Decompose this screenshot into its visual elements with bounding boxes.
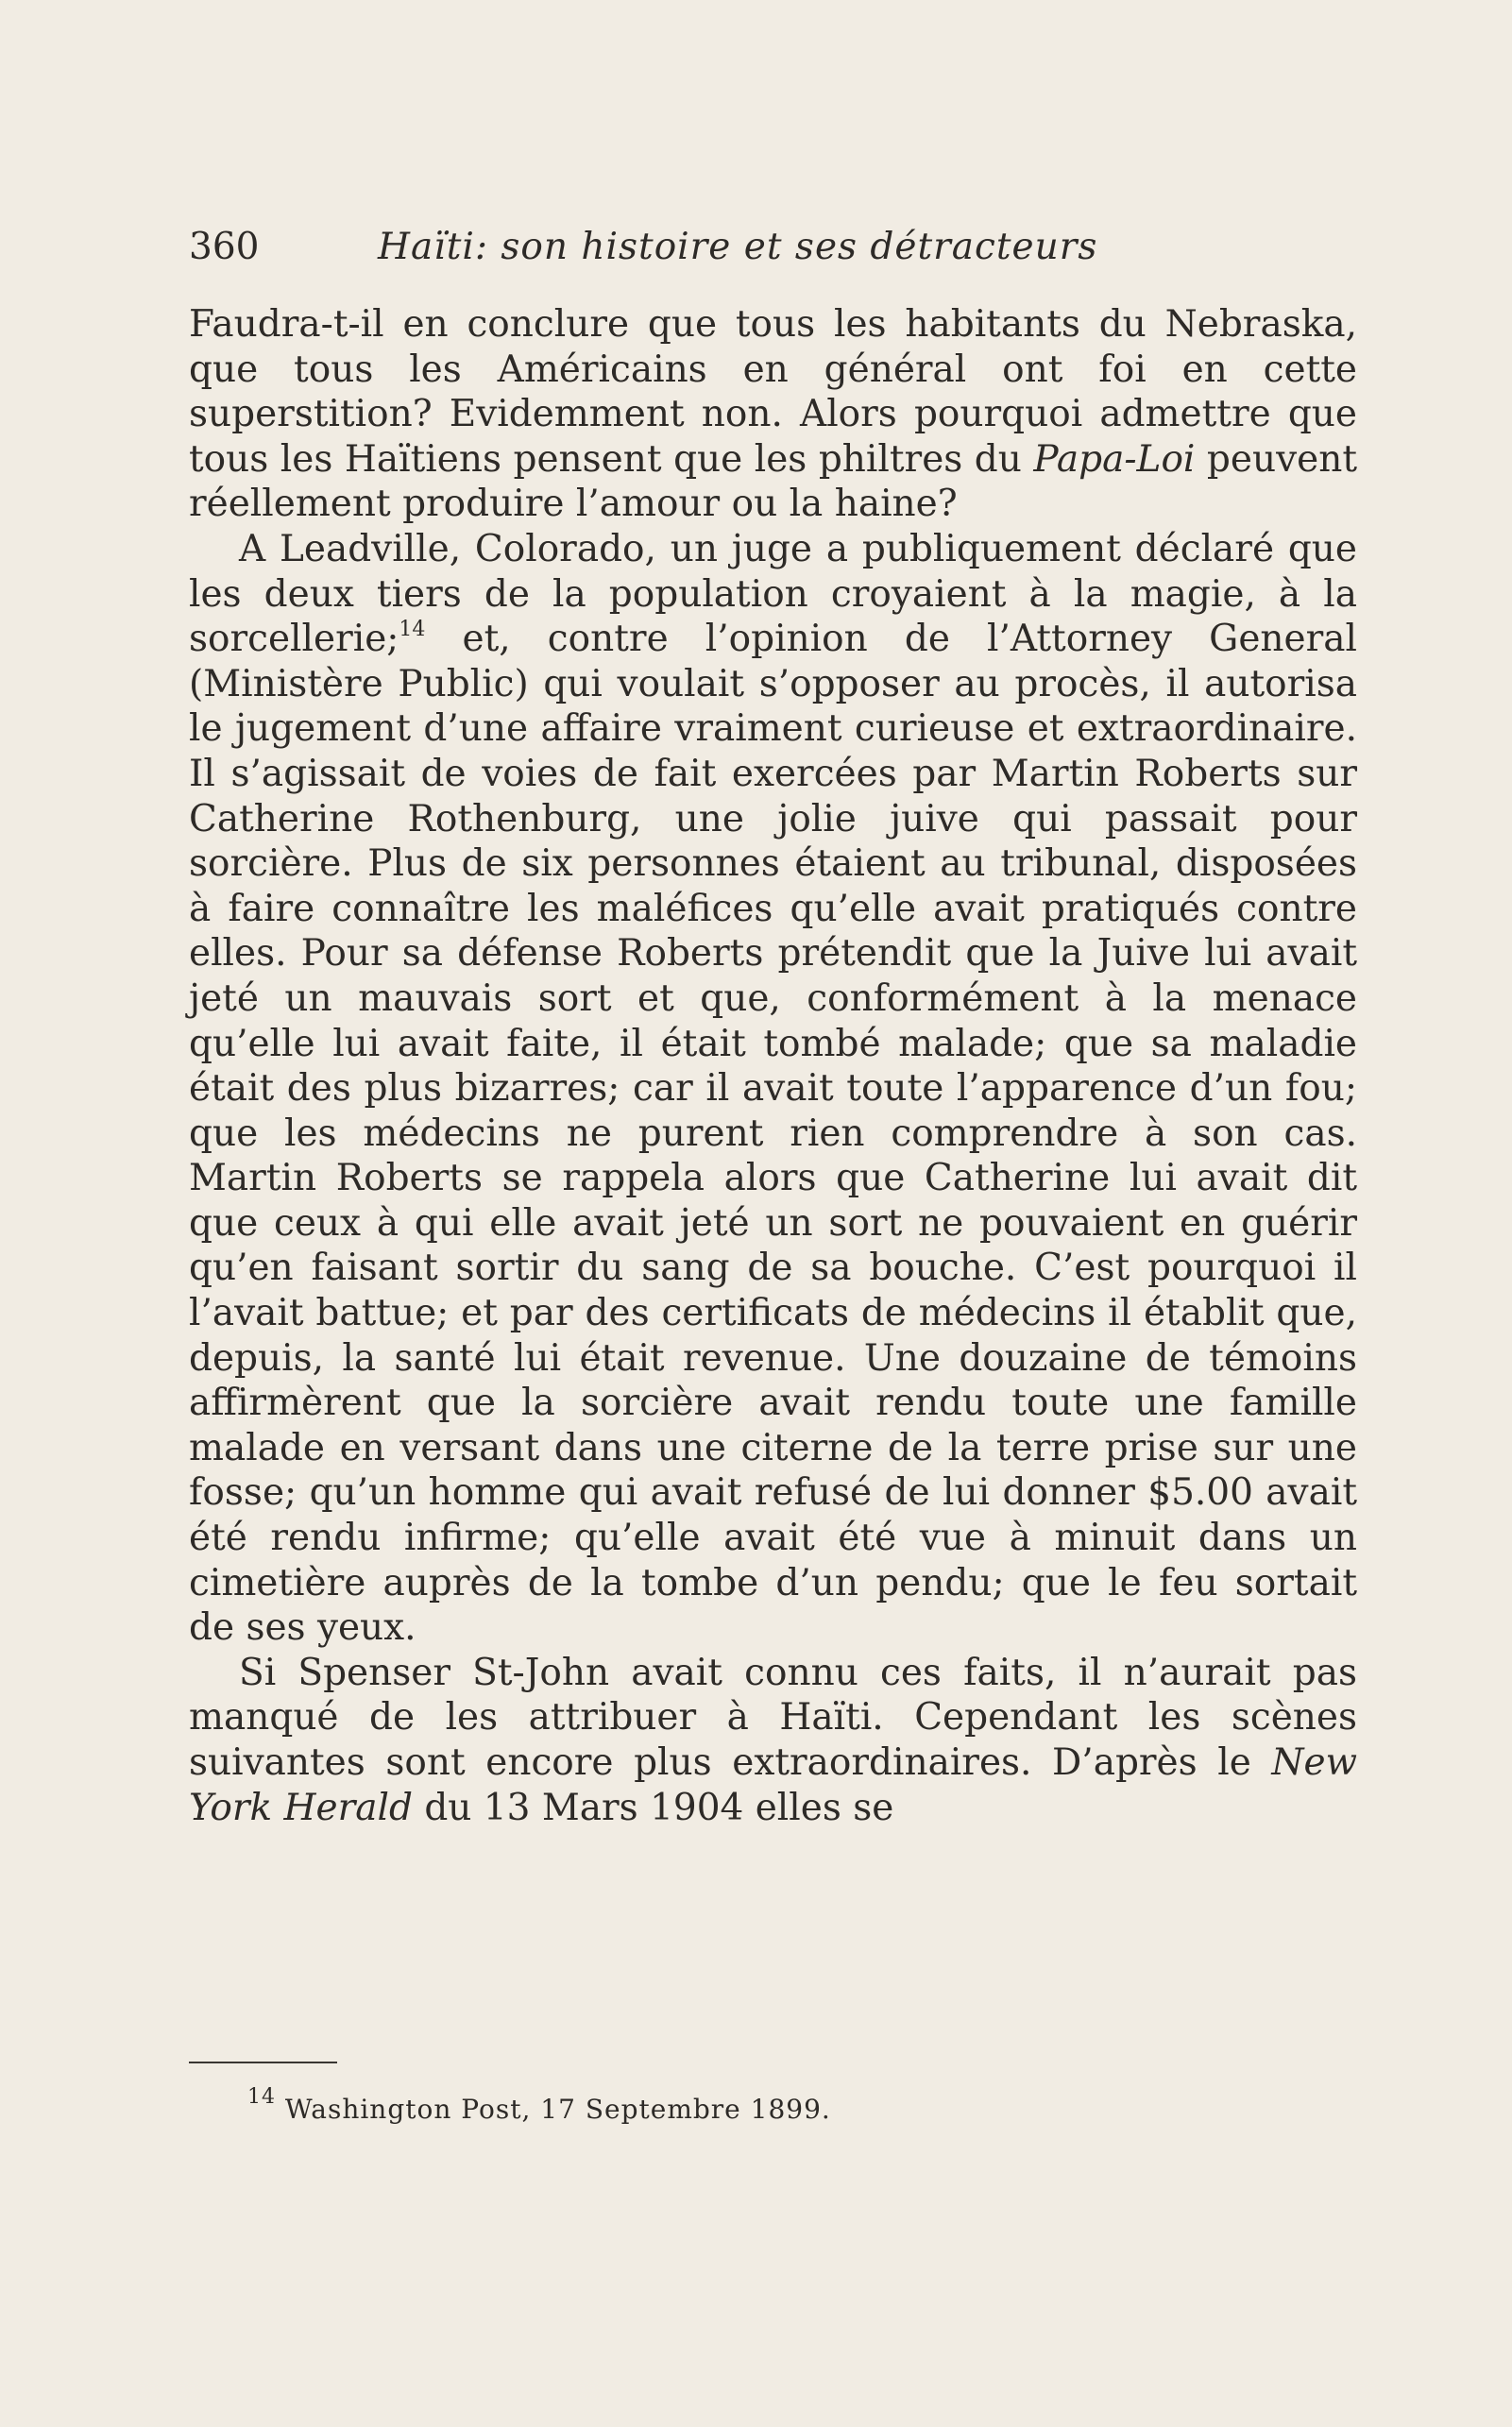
paragraph-2 <box>189 527 1357 1651</box>
paragraph-1-text-a: Faudra-t-il en conclure que tous les habitants du Nebraska, que tous les Américains en général ont foi en cette superstition? Evidemment non. Alors pourquoi admettre que tous les Haïtiens pensent que les philtres du <box>189 303 1357 481</box>
running-title: Haïti: son histoire et ses détracteurs <box>378 226 1098 268</box>
body-text <box>189 302 1357 1830</box>
paragraph-2-text-b: et, contre l’opinion de l’Attorney General (Ministère Public) qui voulait s’opposer au procès, il autorisa le jugement d’une affaire vraiment curieuse et extraordinaire. Il s’agissait de voies de fait exercées par Martin Roberts sur Catherine Rothenburg, une jolie juive qui passait pour sorcière. Plus de six personnes étaient au tribunal, disposées à faire connaître les maléfices qu’elle avait pratiqués contre elles. Pour sa défense Roberts prétendit que la Juive lui avait jeté un mauvais sort et que, conformément à la menace qu’elle lui avait faite, il était tombé malade; que sa maladie était des plus bizarres; car il avait toute l’apparence d’un fou; que les médecins ne purent rien comprendre à son cas. Martin Roberts se rappela alors que Catherine lui avait dit que ceux à qui elle avait jeté un sort ne pouvaient en guérir qu’en faisant sortir du sang de sa bouche. C’est pourquoi il l’avait battue; et par des certificats de médecins il établit que, depuis, la santé lui était revenue. Une douzaine de témoins affirmèrent que la sorcière avait rendu toute une famille malade en versant dans une citerne de la terre prise sur une fosse; qu’un homme qui avait refusé de lui donner $5.00 avait été rendu infirme; qu’elle avait été vue à minuit dans un cimetière auprès de la tombe d’un pendu; que le feu sortait de ses yeux. <box>189 618 1357 1650</box>
paragraph-2-text-a: A Leadville, Colorado, un juge a publiquement déclaré que les deux tiers de la population croyaient à la magie, à la sorcellerie; <box>189 527 1357 661</box>
paragraph-1-text-b: peuvent réellement produire l’amour ou la haine? <box>189 437 1357 526</box>
page-number: 360 <box>189 226 260 268</box>
paragraph-3-text-a: Si Spenser St-John avait connu ces faits, il n’aurait pas manqué de les attribuer à Haïti. Cependant les scènes suivantes sont encore plus extraordinaires. D’après le <box>189 1651 1357 1784</box>
paragraph-3-italic: New York Herald <box>189 1741 1357 1829</box>
paragraph-3-text-b: du 13 Mars 1904 elles se <box>412 1786 894 1829</box>
page-header <box>189 219 1360 276</box>
footnote-rule <box>189 2062 337 2063</box>
paragraph-1-italic: Papa-Loi <box>1033 437 1196 481</box>
footnote-reference: 14 <box>399 618 426 642</box>
paragraph-3 <box>189 1651 1357 1830</box>
paragraph-1 <box>189 302 1357 527</box>
footnote <box>247 2085 831 2129</box>
footnote-number: 14 <box>247 2085 276 2109</box>
footnote-text: Washington Post, 17 Septembre 1899. <box>284 2094 831 2125</box>
